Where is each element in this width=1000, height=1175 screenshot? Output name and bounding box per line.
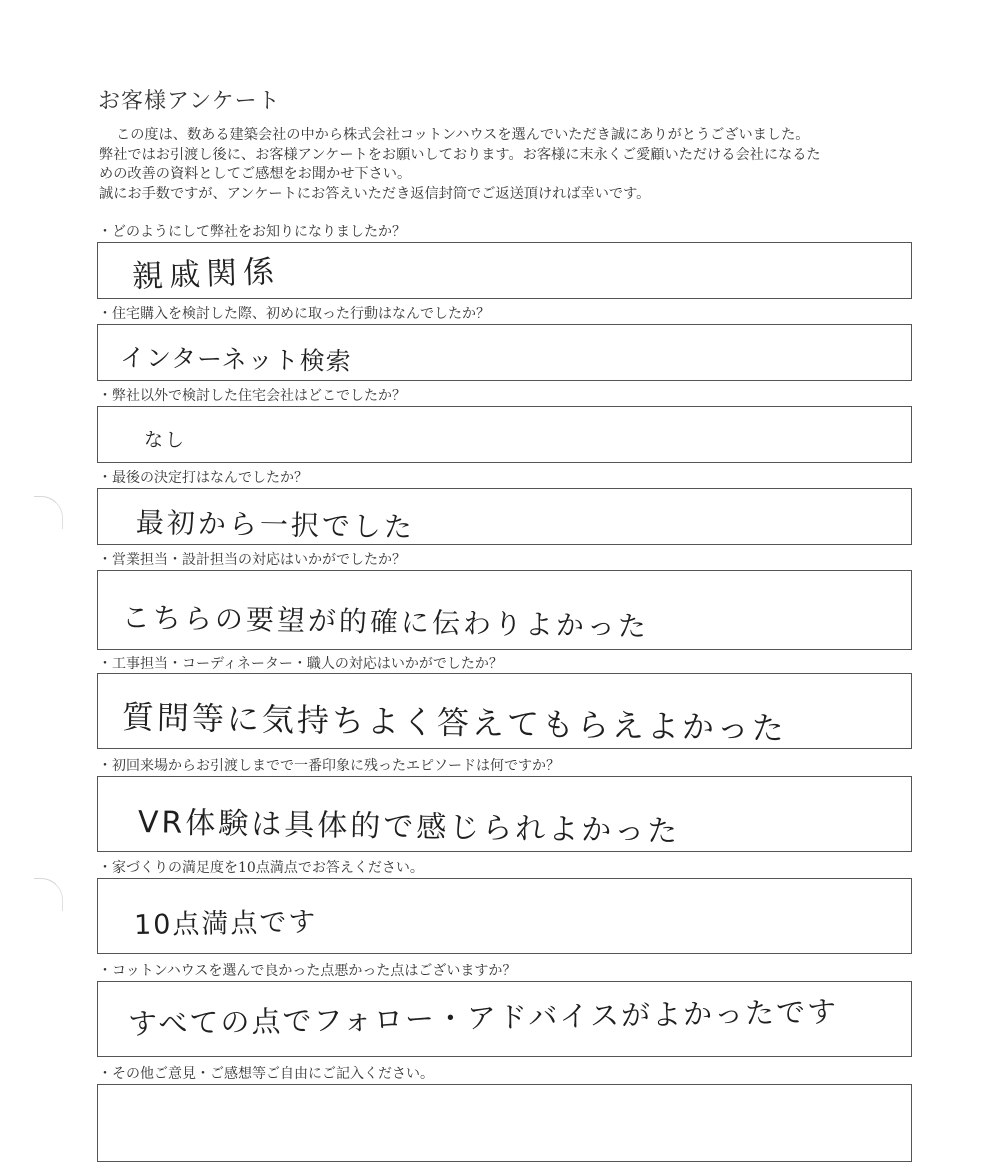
question-label: ・どのようにして弊社をお知りになりましたか？ [98,224,406,240]
answer-box [97,570,912,650]
binder-hole-mark [34,878,63,911]
question-label: ・弊社以外で検討した住宅会社はどこでしたか？ [98,388,406,404]
answer-box [97,1084,912,1162]
answer-text: VR体験は具体的で感じられよかった [137,805,681,850]
question-label: ・最後の決定打はなんでしたか？ [98,470,308,486]
intro-text [99,126,929,204]
answer-box [97,878,912,954]
answer-box [97,981,912,1057]
answer-text: 10点満点です [133,906,318,941]
answer-box [97,488,912,545]
intro-line: この度は、数ある建築会社の中から株式会社コットンハウスを選んでいただき誠にありがとうございました。 [116,127,810,143]
answer-box [97,673,912,749]
question-label: ・営業担当・設計担当の対応はいかがでしたか？ [98,552,406,568]
answer-text: すべての点でフォロー・アドバイスがよかったです [127,994,839,1041]
question-label: ・コットンハウスを選んで良かった点悪かった点はございますか？ [98,963,517,979]
answer-text: 質問等に気持ちよく答えてもらえよかった [121,698,788,748]
answer-text: なし [144,429,187,451]
answer-box [97,242,912,299]
answer-text: インターネット検索 [119,343,352,377]
question-label: ・初回来場からお引渡しまでで一番印象に残ったエピソードは何ですか？ [98,758,560,774]
answer-box [97,324,912,381]
intro-line: 誠にお手数ですが、アンケートにお答えいただき返信封筒でご返送頂ければ幸いです。 [99,185,651,202]
intro-line: 弊社ではお引渡し後に、お客様アンケートをお願いしております。お客様に末永くご愛顧いただける会社になるた [99,146,821,163]
answer-box [97,776,912,852]
intro-line: めの改善の資料としてご感想をお聞かせ下さい。 [99,166,412,182]
survey-title: お客様アンケート [98,89,281,114]
answer-box [97,406,912,463]
question-label: ・家づくりの満足度を10点満点でお答えください。 [98,860,424,876]
answer-text: 親戚関係 [131,253,281,295]
answer-text: こちらの要望が的確に伝わりよかった [121,601,650,644]
question-label: ・その他ご意見・ご感想等ご自由にご記入ください。 [98,1066,434,1082]
question-label: ・住宅購入を検討した際、初めに取った行動はなんでしたか？ [98,306,490,322]
question-label: ・工事担当・コーディネーター・職人の対応はいかがでしたか？ [98,656,503,672]
binder-hole-mark [34,496,63,529]
answer-text: 最初から一択でした [135,506,416,544]
